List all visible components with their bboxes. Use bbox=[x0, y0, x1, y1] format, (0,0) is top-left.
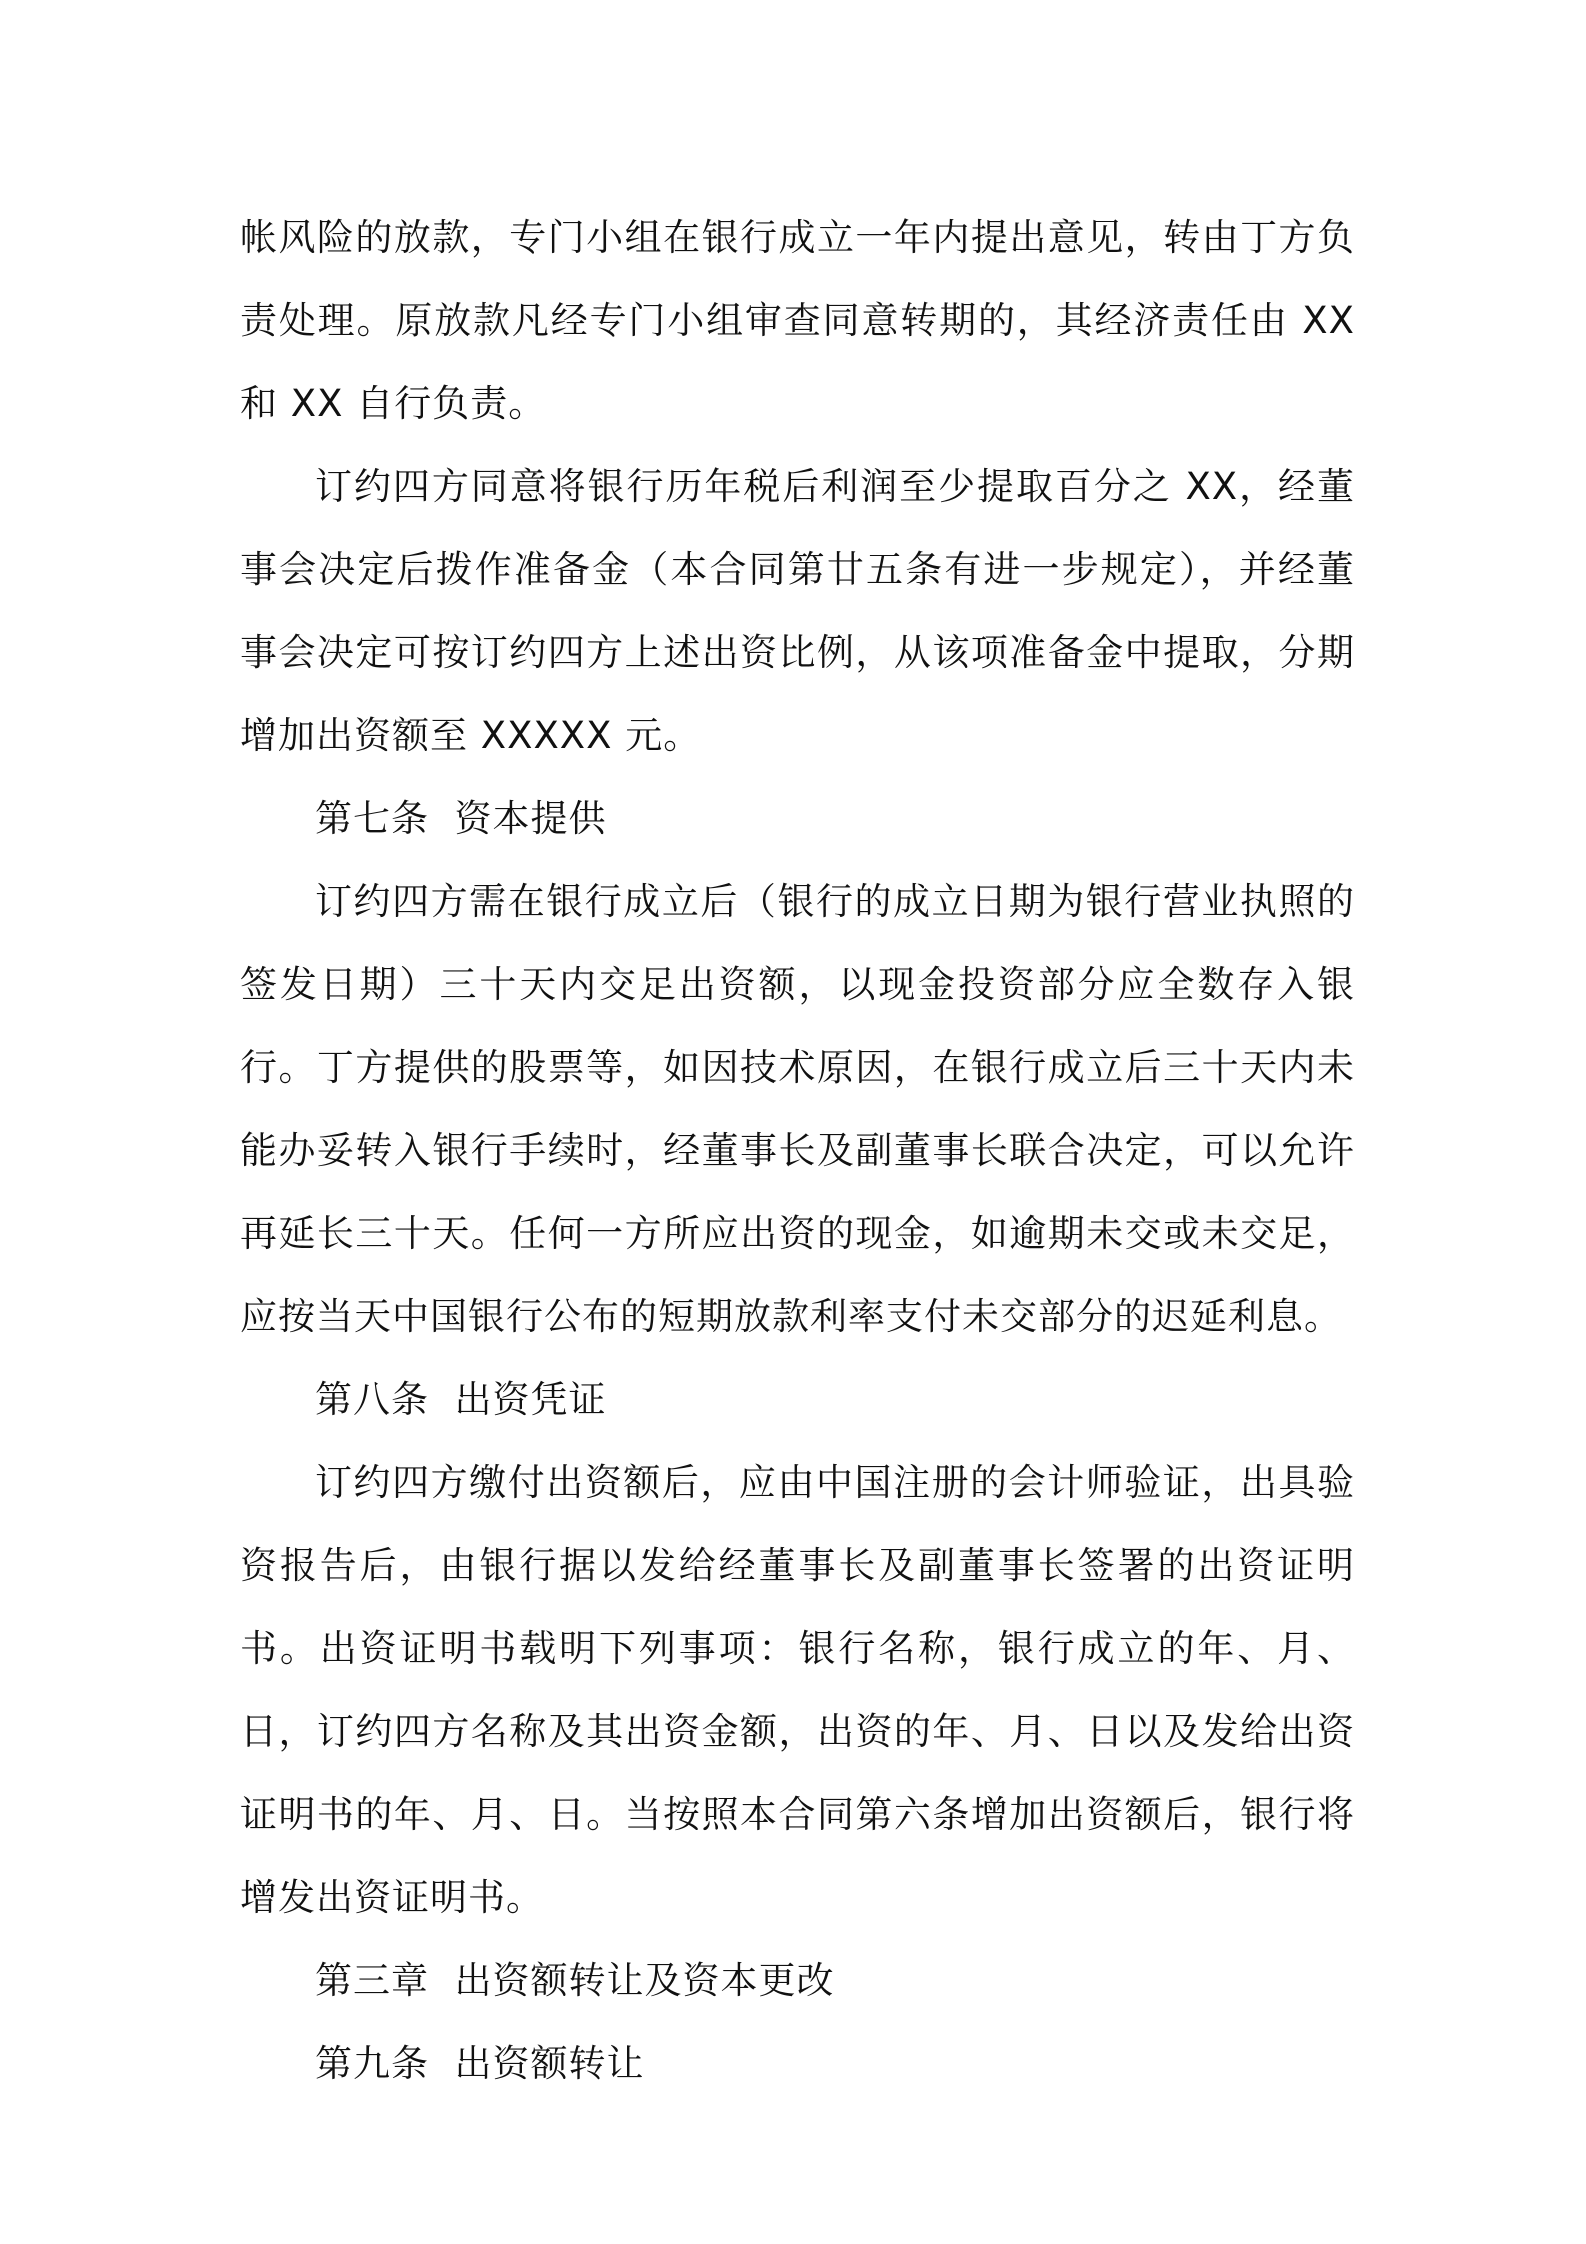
paragraph-reserve-fund: 订约四方同意将银行历年税后利润至少提取百分之 XX，经董事会决定后拨作准备金（本合同第廿五条有进一步规定），并经董事会决定可按订约四方上述出资比例，从该项准备金中提取，分期增加出资额至 XXXXX 元。 bbox=[240, 465, 1355, 757]
article-7-heading: 第七条 资本提供 bbox=[315, 797, 607, 840]
article-9-heading: 第九条 出资额转让 bbox=[315, 2042, 645, 2085]
paragraph-capital-provision: 订约四方需在银行成立后（银行的成立日期为银行营业执照的签发日期）三十天内交足出资额，以现金投资部分应全数存入银行。丁方提供的股票等，如因技术原因，在银行成立后三十天内未能办妥转入银行手续时，经董事长及副董事长联合决定，可以允许再延长三十天。任何一方所应出资的现金，如逾期未交或未交足，应按当天中国银行公布的短期放款利率支付未交部分的迟延利息。 bbox=[240, 880, 1355, 1338]
paragraph-bad-debt-handling: 帐风险的放款，专门小组在银行成立一年内提出意见，转由丁方负责处理。原放款凡经专门小组审查同意转期的，其经济责任由 XX 和 XX 自行负责。 bbox=[240, 216, 1355, 425]
article-8-heading: 第八条 出资凭证 bbox=[315, 1378, 607, 1421]
chapter-3-heading: 第三章 出资额转让及资本更改 bbox=[315, 1959, 835, 2002]
document-body bbox=[240, 196, 1355, 2105]
paragraph-capital-certificate: 订约四方缴付出资额后，应由中国注册的会计师验证，出具验资报告后，由银行据以发给经董事长及副董事长签署的出资证明书。出资证明书载明下列事项：银行名称，银行成立的年、月、日，订约四方名称及其出资金额，出资的年、月、日以及发给出资证明书的年、月、日。当按照本合同第六条增加出资额后，银行将增发出资证明书。 bbox=[240, 1461, 1355, 1919]
